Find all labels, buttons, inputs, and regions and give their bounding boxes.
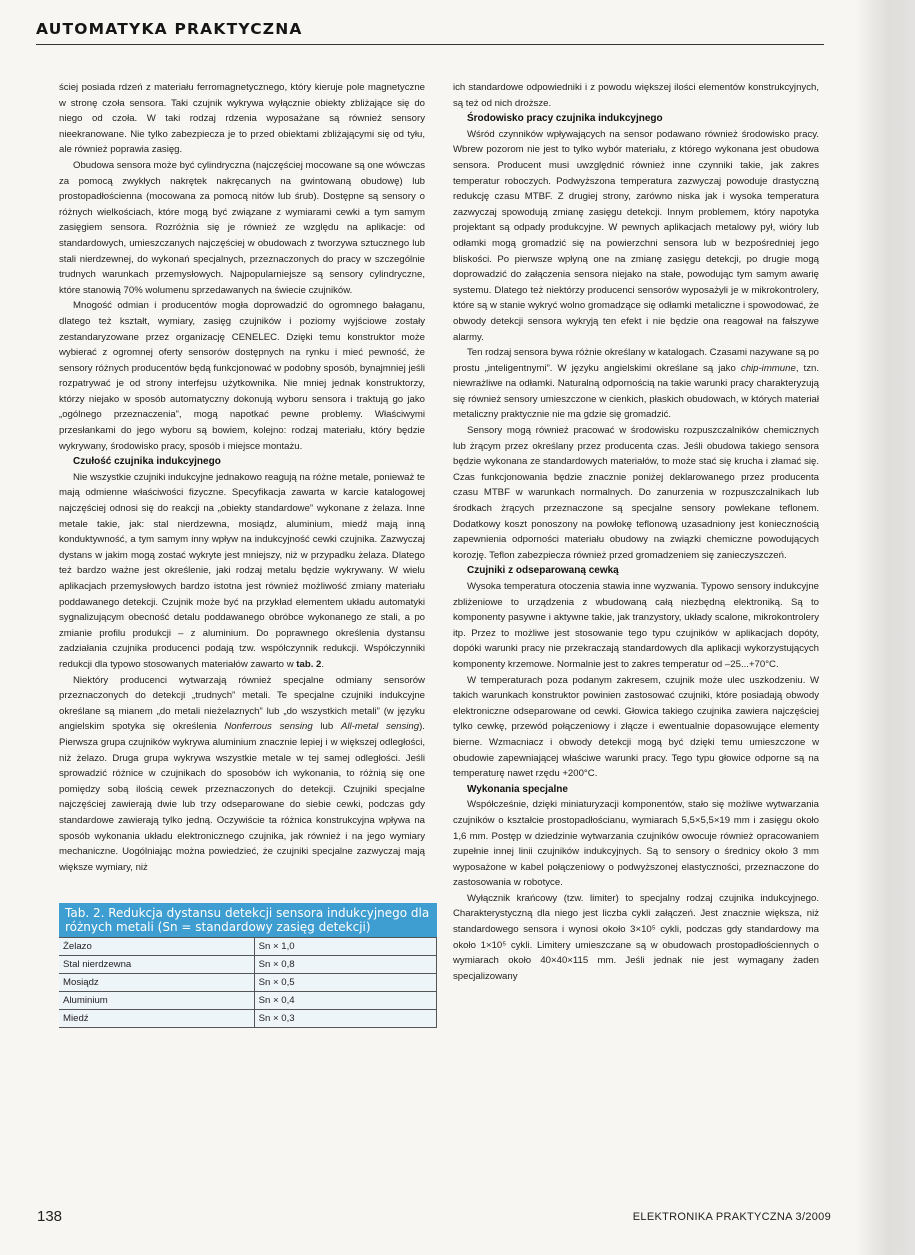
table-caption: Tab. 2. Redukcja dystansu detekcji sensora indukcyjnego dla różnych metali (Sn = standardowy zasięg detekcji) — [59, 903, 437, 937]
term-nonferrous: Nonferrous sensing — [224, 721, 313, 733]
magazine-issue: ELEKTRONIKA PRAKTYCZNA 3/2009 — [632, 1211, 831, 1223]
table-row — [59, 956, 437, 974]
paragraph: Wśród czynników wpływających na sensor podawano również środowisko pracy. Wbrew pozorom nie jest to tylko wybór materiału, z którego wykonana jest obudowa sensora. Producent musi uwzględnić również inne czynniki takie, jak zakres temperatur roboczych. Podwyższona temperatura zazwyczaj powoduje drastyczną redukcję czasu MTBF. Z drugiej strony, zarówno niska jak i wysoka temperatura zazwyczaj spowodują zmianę zasięgu detekcji. Innym problemem, który napotyka projektant są odpady produkcyjne. W pewnych aplikacjach metalowy pył, wióry lub odłamki mogą gromadzić się na powierzchni sensora lub w bezpośredniej jego bliskości. Po pierwsze wpłyną one na zmianę zasięgu detekcji, po drugie mogą doprowadzić do załączenia sensora niejako na stałe, powodując tym samym awarię systemu. Dlatego też niektórzy producenci sensorów wyposażyli je w mikrokontrolery, które są w stanie wykryć wolno gromadzące się odłamki metaliczne i spowodować, że obwody detekcji sensora wykryją ten efekt i nie będzie ona reagował na fałszywe alarmy. — [453, 128, 819, 343]
table-cell-factor: Sn × 1,0 — [254, 938, 436, 956]
paragraph: Wyłącznik krańcowy (tzw. limiter) to specjalny rodzaj czujnika indukcyjnego. Charakterystyczną dla niego jest liczba cykli załączeń. Jest znacznie większa, niż standardowego sensora i wynosi około 3×10⁵ cykli, podczas gdy standardowy ma około 1×10⁵ cykli. Limitery umieszczane są w obudowach prostopadłościennych o wymiarach około 40×40×115 mm. Jeśli jednak nie jest wymagany żaden specjalizowany — [453, 892, 819, 982]
table-row — [59, 992, 437, 1010]
header-rule — [36, 44, 824, 45]
table-cell-factor: Sn × 0,4 — [254, 992, 436, 1010]
page-number: 138 — [37, 1208, 63, 1225]
paragraph: Sensory mogą również pracować w środowisku rozpuszczalników chemicznych lub żrącym przez określany przez producenta czas. Jeśli obudowa takiego sensora będzie wykonana ze standardowych materiałów, to może stać się krucha i złamać się. Czas funkcjonowania będzie znacznie poniżej deklarowanego przez producenta czasu MTBF w warunkach normalnych. Do zanurzenia w rozpuszczalnikach lub środkach żrących przeznaczone są specjalne sensory powlekane teflonem. Dodatkowy koszt ponoszony na powłokę teflonową uzasadniony jest koniecznością zapewnienia odporności materiału obudowy na związki chemiczne powodujących korozję. Teflon zabezpiecza również przed gromadzeniem się zanieczyszczeń. — [453, 425, 819, 561]
paragraph: ściej posiada rdzeń z materiału ferromagnetycznego, który kieruje pole magnetyczne w stronę czoła sensora. Taki czujnik wykrywa wyłącznie obiekty zbliżające się do niego od czoła. W taki rodzaj rdzenia wyposażane są również sensory nieekranowane. Nie tylko zabezpiecza je to przed obiektami zbliżającymi się od tyłu, ale również poprawia zasięg. — [59, 82, 425, 156]
table-cell-metal: Mosiądz — [59, 974, 254, 992]
section-heading: Środowisko pracy czujnika indukcyjnego — [467, 113, 663, 125]
page-edge-shadow — [855, 0, 915, 1255]
paragraph: Niektóry producenci wytwarzają również specjalne odmiany sensorów przeznaczonych do detekcji „trudnych” metali. Te specjalne czujniki indukcyjne określane są mianem „do metali nieżelaznych” lub „do wszystkich metali” (w języku angielskim spotyka się określenia Nonferrous sensing lub All-metal sensing). Pierwsza grupa czujników wykrywa aluminium znacznie lepiej i w większej odległości, niż żelazo. Druga grupa wykrywa wszystkie metale w tej samej odległości. Jeśli sprowadzić różnice w czujnikach do sposobów ich wykonania, to różnią się one pomiędzy sobą ilością cewek przeznaczonych do detekcji. Czujniki specjalne najczęściej zawierają dwie lub trzy odseparowane do siebie cewki, podczas gdy standardowe zawierają tylko jedną. Oczywiście ta różnica konstrukcyjna wpływa na sposób wykonania układu elektronicznego czujnika, jak również i na jego wymiary mechaniczne. Uogólniając można powiedzieć, że czujniki specjalne zazwyczaj mają większe wymiary, niż — [59, 674, 425, 873]
paragraph: Ten rodzaj sensora bywa różnie określany w katalogach. Czasami nazywane są po prostu „inteligentnymi”. W języku angielskimi określane są jako chip-immune, tzn. niewrażliwe na odłamki. Naturalną odpornością na takie warunki pracy charakteryzują się również sensory umieszczone w cienkich, płaskich obudowach, w których materiał metaliczny praktycznie nie ma gdzie się gromadzić. — [453, 347, 819, 421]
paragraph: ich standardowe odpowiedniki i z powodu większej ilości elementów konstrukcyjnych, są też od nich droższe. — [453, 82, 819, 109]
table-body — [59, 937, 437, 1028]
paragraph: Mnogość odmian i producentów mogła doprowadzić do ogromnego bałaganu, dlatego też kształt, wymiary, zasięg czujników i poziomy wyjściowe zostały zestandaryzowane przez organizację CENELEC. Dzięki temu konstruktor może wybierać z ogromnej oferty sensorów dostępnych na rynku i mieć pewność, że sensory różnych producentów będą funkcjonować w podobny sposób, bynajmniej jeśli rozpatrywać je od strony interfejsu użytkownika. Nie mniej jednak konstruktorzy, którzy niejako w sposób automatyczny dokonują wyboru sensora i traktują go jako „ogólnego przeznaczenia”, mogą napotkać pewne problemy. Właściwymi przesłankami do jego wyboru są bowiem, kolejno: rodzaj materiału, który będzie wykrywany, środowisko pracy, sposób i miejsce montażu. — [59, 300, 425, 452]
left-column — [59, 80, 425, 875]
table-cell-metal: Miedź — [59, 1010, 254, 1028]
table-cell-metal: Stal nierdzewna — [59, 956, 254, 974]
table-cell-factor: Sn × 0,5 — [254, 974, 436, 992]
section-heading: Czułość czujnika indukcyjnego — [73, 456, 221, 468]
section-heading: Wykonania specjalne — [467, 783, 568, 795]
term-chip-immune: chip-immune — [740, 362, 796, 374]
table-row — [59, 938, 437, 956]
section-heading: Czujniki z odseparowaną cewką — [467, 565, 619, 577]
paragraph: Wysoka temperatura otoczenia stawia inne wyzwania. Typowo sensory indukcyjne zbliżeniowe to urządzenia z wbudowaną całą niezbędną elektroniką. Są to komponenty pasywne i aktywne takie, jak tranzystory, układy scalone, mikrokontrolery itp. Przez to możliwe jest stosowanie tego typu czujników w aplikacjach dopóty, dopóki warunki pracy nie przekraczają standardowych dla aplikacji wykorzystujących komponenty krzemowe. Normalnie jest to zakres temperatur od –25...+70°C. — [453, 581, 819, 670]
page-header-title: AUTOMATYKA PRAKTYCZNA — [36, 20, 303, 38]
term-all-metal: All-metal sensing — [340, 721, 420, 733]
table-cell-metal: Aluminium — [59, 992, 254, 1010]
table-row — [59, 1010, 437, 1028]
table-reference: tab. 2 — [296, 658, 322, 670]
right-column — [453, 80, 819, 984]
paragraph: Współcześnie, dzięki miniaturyzacji komponentów, stało się możliwe wytwarzania czujników o kształcie prostopadłościanu, wymiarach 5,5×5,5×19 mm i zasięgu około 1,6 mm. Postęp w dziedzinie wytwarzania czujników owocuje również opracowaniem zupełnie innej linii czujników indukcyjnych. Są to sensory o średnicy około 3 mm wyposażone w kabel połączeniowy o podwyższonej elastyczności, przeznaczone do zastosowania w robotyce. — [453, 799, 819, 889]
table-cell-factor: Sn × 0,8 — [254, 956, 436, 974]
table-row — [59, 974, 437, 992]
paragraph: Nie wszystkie czujniki indukcyjne jednakowo reagują na różne metale, ponieważ te mają odmienne właściwości fizyczne. Specyfikacja zawarta w karcie katalogowej najczęściej odnosi się do reakcji na „obiekty standardowe” wykonane z żelaza. Inne metale takie, jak: stal nierdzewna, mosiądz, aluminium, miedź mają inną konduktywność, a tym samym inny wpływ na indukcyjność cewki czujnika. Zazwyczaj dystans w jakim mogą zostać wykryte jest mniejszy, niż w przypadku żelaza. Dlatego też bardzo ważne jest określenie, jaki rodzaj metalu będzie wykrywany. W wielu aplikacjach przemysłowych bardzo istotna jest również możliwość zmiany materiału poddawanego detekcji. Czujnik może być na przykład elementem układu automatyki sygnalizującym obecność detalu poddawanego obróbce wykonanego ze stali, a po zmianie profilu produkcji – z aluminium. Do poprawnego określenia dystansu zadziałania czujnika producenci podają tzw. współczynnik redukcji. Współczynniki redukcji dla typowo stosowanych materiałów zawarto w tab. 2. — [59, 471, 425, 670]
paragraph: Obudowa sensora może być cylindryczna (najczęściej mocowane są one wówczas za pomocą zwykłych nakrętek nakręcanych na gwintowaną obudowę) lub prostopadłościenna (mocowana za pomocą nitów lub śrub). Dostępne są sensory o różnych wielkościach, które mogą być związane z wymiarami cewki a tym samym zasięgiem sensora. Rozróżnia się je również ze względu na aplikacje: od standardowych, umieszczanych najczęściej w obudowach z tworzywa sztucznego lub stali nierdzewnej, do wykonań specjalnych, przeznaczonych do pracy w szczególnie trudnych warunkach przemysłowych. Najpopularniejsze są sensory cylindryczne, które stanowią 70% wolumenu sprzedawanych na świecie czujników. — [59, 159, 425, 296]
table-cell-metal: Żelazo — [59, 938, 254, 956]
reduction-table — [59, 903, 437, 1028]
table-cell-factor: Sn × 0,3 — [254, 1010, 436, 1028]
paragraph: W temperaturach poza podanym zakresem, czujnik może ulec uszkodzeniu. W takich warunkach konstruktor powinien zastosować czujniki, które posiadają obwody elektroniczne odseparowane od cewki. Głowica takiego czujnika zawiera najczęściej tylko cewkę, przewód połączeniowy i złącze i ewentualnie dopasowujące elementy bierne. Wzmacniacz i obwody detekcji mogą być dzięki temu umieszczone w obudowie zapewniającej właściwe warunki pracy. Tego typu głowice odporne są na temperaturę nawet rzędu +200°C. — [453, 674, 819, 780]
